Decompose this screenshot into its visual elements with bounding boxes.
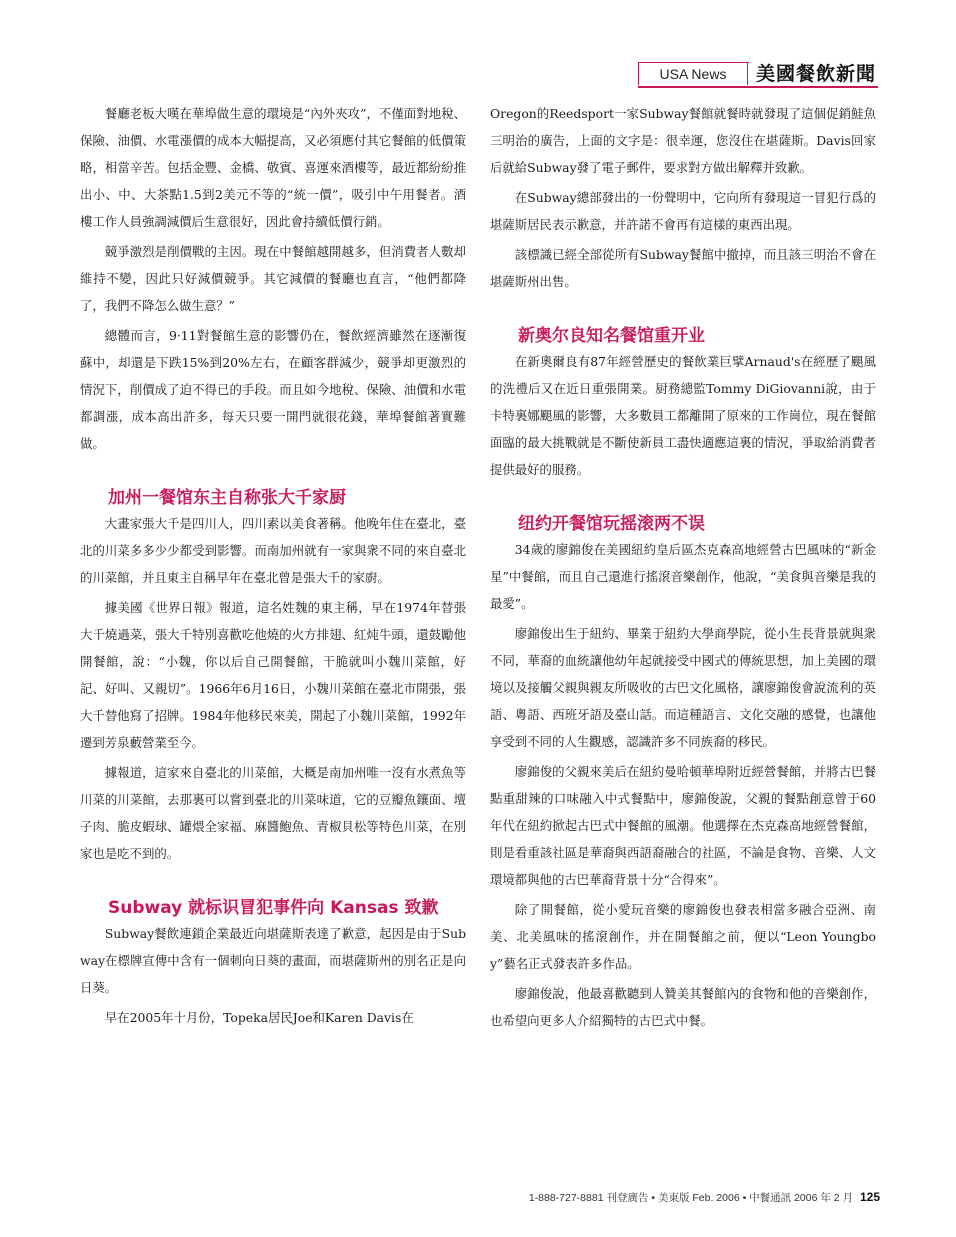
article-paragraph: 據美國《世界日報》報道，這名姓魏的東主稱，早在1974年替張大千燒過菜，張大千特別喜歡吃他燒的火方排翅、紅炖牛頭，還鼓勵他開餐館，說：“小魏，你以后自己開餐館，干脆就叫小魏川菜館，好記、好叫、又親切”。1966年6月16日，小魏川菜館在臺北市開張，張大千替他寫了招牌。1984年他移民來美，開起了小魏川菜館，1992年遷到芳泉藪營業至今。 <box>80 600 466 750</box>
article-paragraph: 該標識已經全部從所有Subway餐館中撤掉，而且該三明治不會在堪薩斯州出售。 <box>490 247 876 289</box>
article-paragraph: 除了開餐館，從小愛玩音樂的廖錦俊也發表相當多融合亞洲、南美、北美風味的搖滾創作，并在開餐館之前，便以“Leon Youngboy”藝名正式發表許多作品。 <box>490 902 876 971</box>
article-heading-subway-kansas: Subway 就标识冒犯事件向 Kansas 致歉 <box>108 898 439 918</box>
article-paragraph: 廖錦俊出生于紐約、畢業于紐約大學商學院，從小生長背景就與衆不同，華裔的血統讓他幼年起就接受中國式的傳統思想，加上美國的環境以及接觸父親與親友所吸收的古巴文化風格，讓廖錦俊會說流利的英語、粵語、西班牙語及臺山話。而這種語言、文化交融的感覺，也讓他享受到不同的人生觀感，認識許多不同族裔的移民。 <box>490 626 876 749</box>
article-heading-new-york-rock: 纽约开餐馆玩摇滚两不误 <box>518 514 705 534</box>
article-paragraph: 早在2005年十月份，Topeka居民Joe和Karen Davis在 <box>104 1010 414 1025</box>
article-heading-new-orleans: 新奥尔良知名餐馆重开业 <box>518 326 705 346</box>
article-paragraph: 34歲的廖錦俊在美國紐約皇后區杰克森高地經營古巴風味的“新金星”中餐館，而且自己還進行搖滾音樂創作，他說，“美食與音樂是我的最愛”。 <box>490 542 876 611</box>
page-number: 125 <box>859 1190 880 1204</box>
article-heading-zhang-daqian: 加州一餐馆东主自称张大千家厨 <box>108 488 346 508</box>
article-paragraph: 在新奧爾良有87年經營歷史的餐飲業巨擘Arnaud's在經歷了颶風的洗禮后又在近日重張開業。厨務總監Tommy DiGiovanni說，由于卡特裏娜颶風的影響，大多數員工都離開了原來的工作崗位，現在餐館面臨的最大挑戰就是不斷使新員工盡快適應這裏的情況，爭取給消費者提供最好的服務。 <box>490 354 876 477</box>
article-paragraph: 大畫家張大千是四川人，四川素以美食著稱。他晚年住在臺北，臺北的川菜多多少少都受到影響。而南加州就有一家與衆不同的來自臺北的川菜館，并且東主自稱早年在臺北曾是張大千的家廚。 <box>80 516 466 585</box>
article-paragraph: 競爭激烈是削價戰的主因。現在中餐館越開越多，但消費者人數却維持不變，因此只好減價競爭。其它減價的餐廳也直言，“他們都降了，我們不降怎么做生意？” <box>80 244 466 313</box>
page-footer <box>470 1190 880 1205</box>
article-paragraph: Subway餐飲連鎖企業最近向堪薩斯表達了歉意，起因是由于Subway在標牌宣傳中含有一個刺向日葵的畫面，而堪薩斯州的別名正是向日葵。 <box>80 926 466 995</box>
right-column <box>490 100 876 1037</box>
article-paragraph: 在Subway總部發出的一份聲明中，它向所有發現這一冒犯行爲的堪薩斯居民表示歉意，并許諾不會再有這樣的東西出現。 <box>490 190 876 232</box>
usa-news-tab: USA News <box>638 62 748 85</box>
article-paragraph: 總體而言，9·11對餐館生意的影響仍在，餐飲經濟雖然在逐漸復蘇中，却還是下跌15%到20%左右，在顧客群減少，競爭却更激烈的情況下，削價成了迫不得已的手段。而且如今地稅、保險、油價和水電都調漲，成本高出許多，每天只要一開門就很花錢，華埠餐館著實難做。 <box>80 328 466 451</box>
article-paragraph: 廖錦俊說，他最喜歡聽到人贊美其餐館內的食物和他的音樂創作，也希望向更多人介紹獨特的古巴式中餐。 <box>490 986 876 1028</box>
footer-text: 1-888-727-8881 刊登廣告 • 美東版 Feb. 2006 • 中餐通訊 2006 年 2 月 <box>528 1192 854 1204</box>
section-title: 美國餐飲新聞 <box>756 63 877 85</box>
article-paragraph: Oregon的Reedsport一家Subway餐館就餐時就發現了這個促銷鮭魚三明治的廣告，上面的文字是：很幸運，您沒住在堪薩斯。Davis回家后就給Subway發了電子郵件，要求對方做出解釋并致歉。 <box>490 106 876 175</box>
article-paragraph: 餐廳老板大嘆在華埠做生意的環境是“內外夾攻”，不僅面對地稅、保險、油價、水電漲價的成本大幅提高，又必須應付其它餐館的低價策略，相當辛苦。包括金豐、金橋、敬賓、喜運來酒樓等，最近都紛紛推出小、中、大茶點1.5到2美元不等的“統一價”，吸引中午用餐者。酒樓工作人員強調減價后生意很好，因此會持續低價行銷。 <box>80 106 466 229</box>
article-paragraph: 廖錦俊的父親來美后在紐約曼哈頓華埠附近經營餐館，并將古巴餐點重甜辣的口味融入中式餐點中，廖錦俊說，父親的餐點創意曾于60年代在紐約掀起古巴式中餐館的風潮。他選擇在杰克森高地經營餐館，則是看重該社區是華裔與西語裔融合的社區，不論是食物、音樂、人文環境都與他的古巴華裔背景十分“合得來”。 <box>490 764 876 887</box>
left-column <box>80 100 466 1034</box>
article-paragraph: 據報道，這家來自臺北的川菜館，大概是南加州唯一沒有水煮魚等川菜的川菜館，去那裏可以嘗到臺北的川菜味道，它的豆瓣魚鑲面、壇子肉、脆皮蝦球、罐煨全家福、麻醬鮑魚、青椒貝松等特色川菜，在別家也是吃不到的。 <box>80 765 466 861</box>
header-rule <box>638 86 878 88</box>
page-header <box>638 62 878 88</box>
